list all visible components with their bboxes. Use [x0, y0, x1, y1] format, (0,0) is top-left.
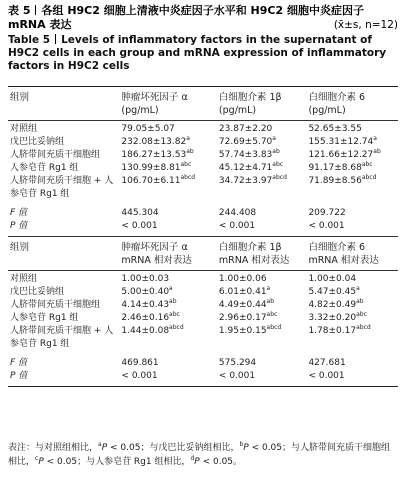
stat-value: 575.294 — [218, 358, 257, 368]
value-cell — [219, 286, 309, 299]
value-cell — [308, 299, 398, 312]
table-bottom-rule — [8, 386, 398, 387]
value-text: 130.99±8.81 — [121, 163, 181, 173]
value-cell — [219, 312, 309, 325]
value-text: 5.47±0.45 — [308, 287, 357, 297]
header-line-2: mRNA 相对表达 — [121, 255, 192, 266]
stat-label: F 值 — [10, 358, 28, 368]
value-cell — [308, 273, 398, 286]
group-name: 人脐带间充质干细胞组 — [10, 300, 101, 310]
value-text: 79.05±5.07 — [121, 124, 175, 134]
table-header-cell — [219, 241, 309, 267]
significance-mark: a — [186, 135, 190, 142]
value-cell — [121, 149, 219, 162]
table-title-cn-text: 各组 H9C2 细胞上清液中炎症因子水平和 H9C2 细胞中炎症因子 mRNA 表达 — [8, 4, 364, 31]
value-cell — [219, 325, 309, 351]
stat-row — [8, 220, 398, 233]
value-text: 1.00±0.04 — [308, 274, 357, 284]
group-name: 人脐带间充质干细胞组 — [10, 150, 101, 160]
header-line-1: 组别 — [10, 92, 30, 103]
table-row — [8, 136, 398, 149]
group-name: 戊巴比妥钠组 — [10, 137, 65, 147]
value-cell — [219, 162, 309, 175]
value-cell — [121, 175, 219, 201]
value-cell — [308, 123, 398, 136]
footnote-p-symbol: P — [243, 443, 249, 453]
value-cell — [219, 149, 309, 162]
value-text: 23.87±2.20 — [218, 124, 273, 134]
significance-mark: abc — [266, 311, 278, 318]
value-text: 72.69±5.70 — [218, 137, 273, 147]
value-text: 1.95±0.15 — [218, 326, 267, 336]
value-text: 34.72±3.97 — [218, 176, 273, 186]
stat-row — [8, 207, 398, 220]
significance-mark: abcd — [361, 174, 377, 181]
significance-mark: abc — [169, 311, 180, 318]
table-header-row — [8, 237, 398, 270]
value-cell — [219, 175, 309, 201]
stat-value: < 0.001 — [308, 371, 345, 381]
table-row — [8, 149, 398, 162]
significance-mark: abc — [356, 311, 367, 318]
stat-row — [8, 357, 398, 370]
title-divider — [55, 34, 56, 44]
group-name: 对照组 — [10, 274, 38, 284]
value-text: 2.46±0.16 — [121, 313, 170, 323]
value-text: 52.65±3.55 — [308, 124, 362, 134]
significance-mark: ab — [373, 148, 381, 155]
value-cell — [308, 162, 398, 175]
value-cell — [308, 286, 398, 299]
table-header-cell — [121, 91, 219, 117]
stat-value: < 0.001 — [218, 221, 256, 231]
table-row — [8, 175, 398, 201]
significance-mark: a — [356, 285, 360, 292]
significance-mark: a — [169, 285, 173, 292]
footnote-superscript: d — [190, 455, 195, 462]
footnote-superscript: b — [239, 441, 244, 448]
value-text: 155.31±12.74 — [308, 137, 374, 147]
table-header-cell — [121, 241, 219, 267]
table-row — [8, 273, 398, 286]
table-row — [8, 162, 398, 175]
stat-value: 209.722 — [308, 208, 346, 218]
group-name: 对照组 — [10, 124, 38, 134]
header-line-2: (pg/mL) — [218, 105, 257, 116]
value-text: 121.66±12.27 — [308, 150, 374, 160]
stat-value: < 0.001 — [308, 221, 345, 231]
value-cell — [121, 162, 219, 175]
value-text: 6.01±0.41 — [218, 287, 267, 297]
table-label-cn: 表 5 — [8, 4, 31, 17]
stat-value: < 0.001 — [121, 221, 158, 231]
group-name: 人脐带间充质干细胞 + 人参皂苷 Rg1 组 — [10, 176, 114, 199]
header-line-2: (pg/mL) — [308, 105, 346, 116]
table-row — [8, 299, 398, 312]
value-text: 1.00±0.03 — [121, 274, 170, 284]
value-text: 1.00±0.06 — [218, 274, 267, 284]
footnote-p-symbol: P — [38, 457, 44, 467]
table-header-cell — [219, 91, 309, 117]
stat-value: < 0.001 — [218, 371, 256, 381]
table-row — [8, 325, 398, 351]
value-text: 232.08±13.82 — [121, 137, 187, 147]
value-text: 4.14±0.43 — [121, 300, 170, 310]
significance-mark: abcd — [169, 324, 184, 331]
value-cell — [121, 136, 219, 149]
stat-value: 445.304 — [121, 208, 159, 218]
table-header-row — [8, 87, 398, 120]
table-label-en: Table 5 — [8, 34, 51, 46]
group-name: 人脐带间充质干细胞 + 人参皂苷 Rg1 组 — [10, 326, 114, 349]
table-header-cell — [308, 241, 398, 267]
stat-value: < 0.001 — [121, 371, 158, 381]
value-text: 3.32±0.20 — [308, 313, 357, 323]
significance-mark: a — [373, 135, 377, 142]
header-line-2: (pg/mL) — [121, 105, 159, 116]
value-cell — [308, 136, 398, 149]
significance-mark: a — [272, 135, 276, 142]
stat-label: F 值 — [10, 208, 28, 218]
stat-value: 427.681 — [308, 358, 346, 368]
table-row — [8, 312, 398, 325]
header-line-1: 组别 — [10, 242, 30, 253]
stat-label: P 值 — [10, 371, 28, 381]
value-text: 186.27±13.53 — [121, 150, 187, 160]
table-header-cell — [8, 241, 121, 267]
value-cell — [308, 312, 398, 325]
header-line-1: 肿瘤坏死因子 α — [121, 242, 188, 253]
header-line-2: mRNA 相对表达 — [218, 255, 290, 266]
significance-mark: abc — [272, 161, 284, 168]
value-text: 106.70±6.11 — [121, 176, 181, 186]
table-title-cn — [8, 4, 398, 32]
significance-mark: abcd — [180, 174, 196, 181]
value-text: 2.96±0.17 — [218, 313, 267, 323]
table-header-cell — [308, 91, 398, 117]
footnote-superscript: a — [98, 441, 102, 448]
significance-mark: abcd — [356, 324, 371, 331]
group-name: 人参皂苷 Rg1 组 — [10, 313, 79, 323]
table-row — [8, 286, 398, 299]
significance-mark: abcd — [272, 174, 287, 181]
significance-mark: a — [266, 285, 271, 292]
value-cell — [219, 273, 309, 286]
group-name: 戊巴比妥钠组 — [10, 287, 65, 297]
group-name: 人参皂苷 Rg1 组 — [10, 163, 79, 173]
table-section-mrna — [8, 237, 398, 383]
value-text: 4.82±0.49 — [308, 300, 357, 310]
value-cell — [219, 123, 309, 136]
significance-mark: ab — [356, 298, 364, 305]
value-cell — [121, 123, 219, 136]
footnote-text: 表注：与对照组相比，$^a$P < 0.05；与戊巴比妥钠组相比，$^b$P < 0.05；与人脐带间充质干细胞组相比，$^c$P < 0.05；与人参皂苷 Rg1 组相比，$^d$P < 0.05。 — [8, 441, 391, 467]
table-title-en — [8, 34, 398, 73]
stat-label: P 值 — [10, 221, 28, 231]
significance-mark: ab — [186, 148, 194, 155]
significance-mark: abc — [361, 161, 373, 168]
value-cell — [308, 175, 398, 201]
value-cell — [219, 299, 309, 312]
table-section-supernatant — [8, 87, 398, 233]
title-divider — [35, 5, 36, 15]
table-title-en-text: Levels of inflammatory factors in the supernatant of H9C2 cells in each group and mRNA expression of inflammatory factors in H9C2 cells — [8, 34, 387, 72]
footnote-p-symbol: P — [101, 443, 108, 453]
value-cell — [121, 325, 219, 351]
table-row — [8, 123, 398, 136]
table-footnote — [8, 441, 398, 469]
value-text: 5.00±0.40 — [121, 287, 170, 297]
data-table — [8, 86, 398, 387]
value-text: 91.17±8.68 — [308, 163, 362, 173]
significance-mark: ab — [266, 298, 275, 305]
value-cell — [308, 325, 398, 351]
stat-value: 469.861 — [121, 358, 159, 368]
header-line-1: 白细胞介素 6 — [308, 242, 366, 253]
header-line-1: 肿瘤坏死因子 α — [121, 92, 188, 103]
value-cell — [308, 149, 398, 162]
header-line-1: 白细胞介素 1β — [218, 242, 282, 253]
value-text: 1.78±0.17 — [308, 326, 357, 336]
table-header-cell — [8, 91, 121, 117]
value-text: 45.12±4.71 — [218, 163, 273, 173]
significance-mark: ab — [272, 148, 280, 155]
value-text: 4.49±0.44 — [218, 300, 267, 310]
footnote-superscript: c — [35, 455, 39, 462]
footnote-p-symbol: P — [194, 457, 200, 467]
significance-mark: abcd — [266, 324, 282, 331]
header-line-1: 白细胞介素 6 — [308, 92, 366, 103]
value-text: 57.74±3.83 — [218, 150, 273, 160]
header-line-2: mRNA 相对表达 — [308, 255, 379, 266]
header-line-1: 白细胞介素 1β — [218, 92, 282, 103]
value-text: 71.89±8.56 — [308, 176, 362, 186]
stat-value: 244.408 — [218, 208, 257, 218]
value-text: 1.44±0.08 — [121, 326, 170, 336]
value-cell — [219, 136, 309, 149]
table-stat-note: (x̄±s, n=12) — [333, 19, 398, 31]
stat-row — [8, 370, 398, 383]
significance-mark: abc — [180, 161, 192, 168]
significance-mark: ab — [169, 298, 177, 305]
